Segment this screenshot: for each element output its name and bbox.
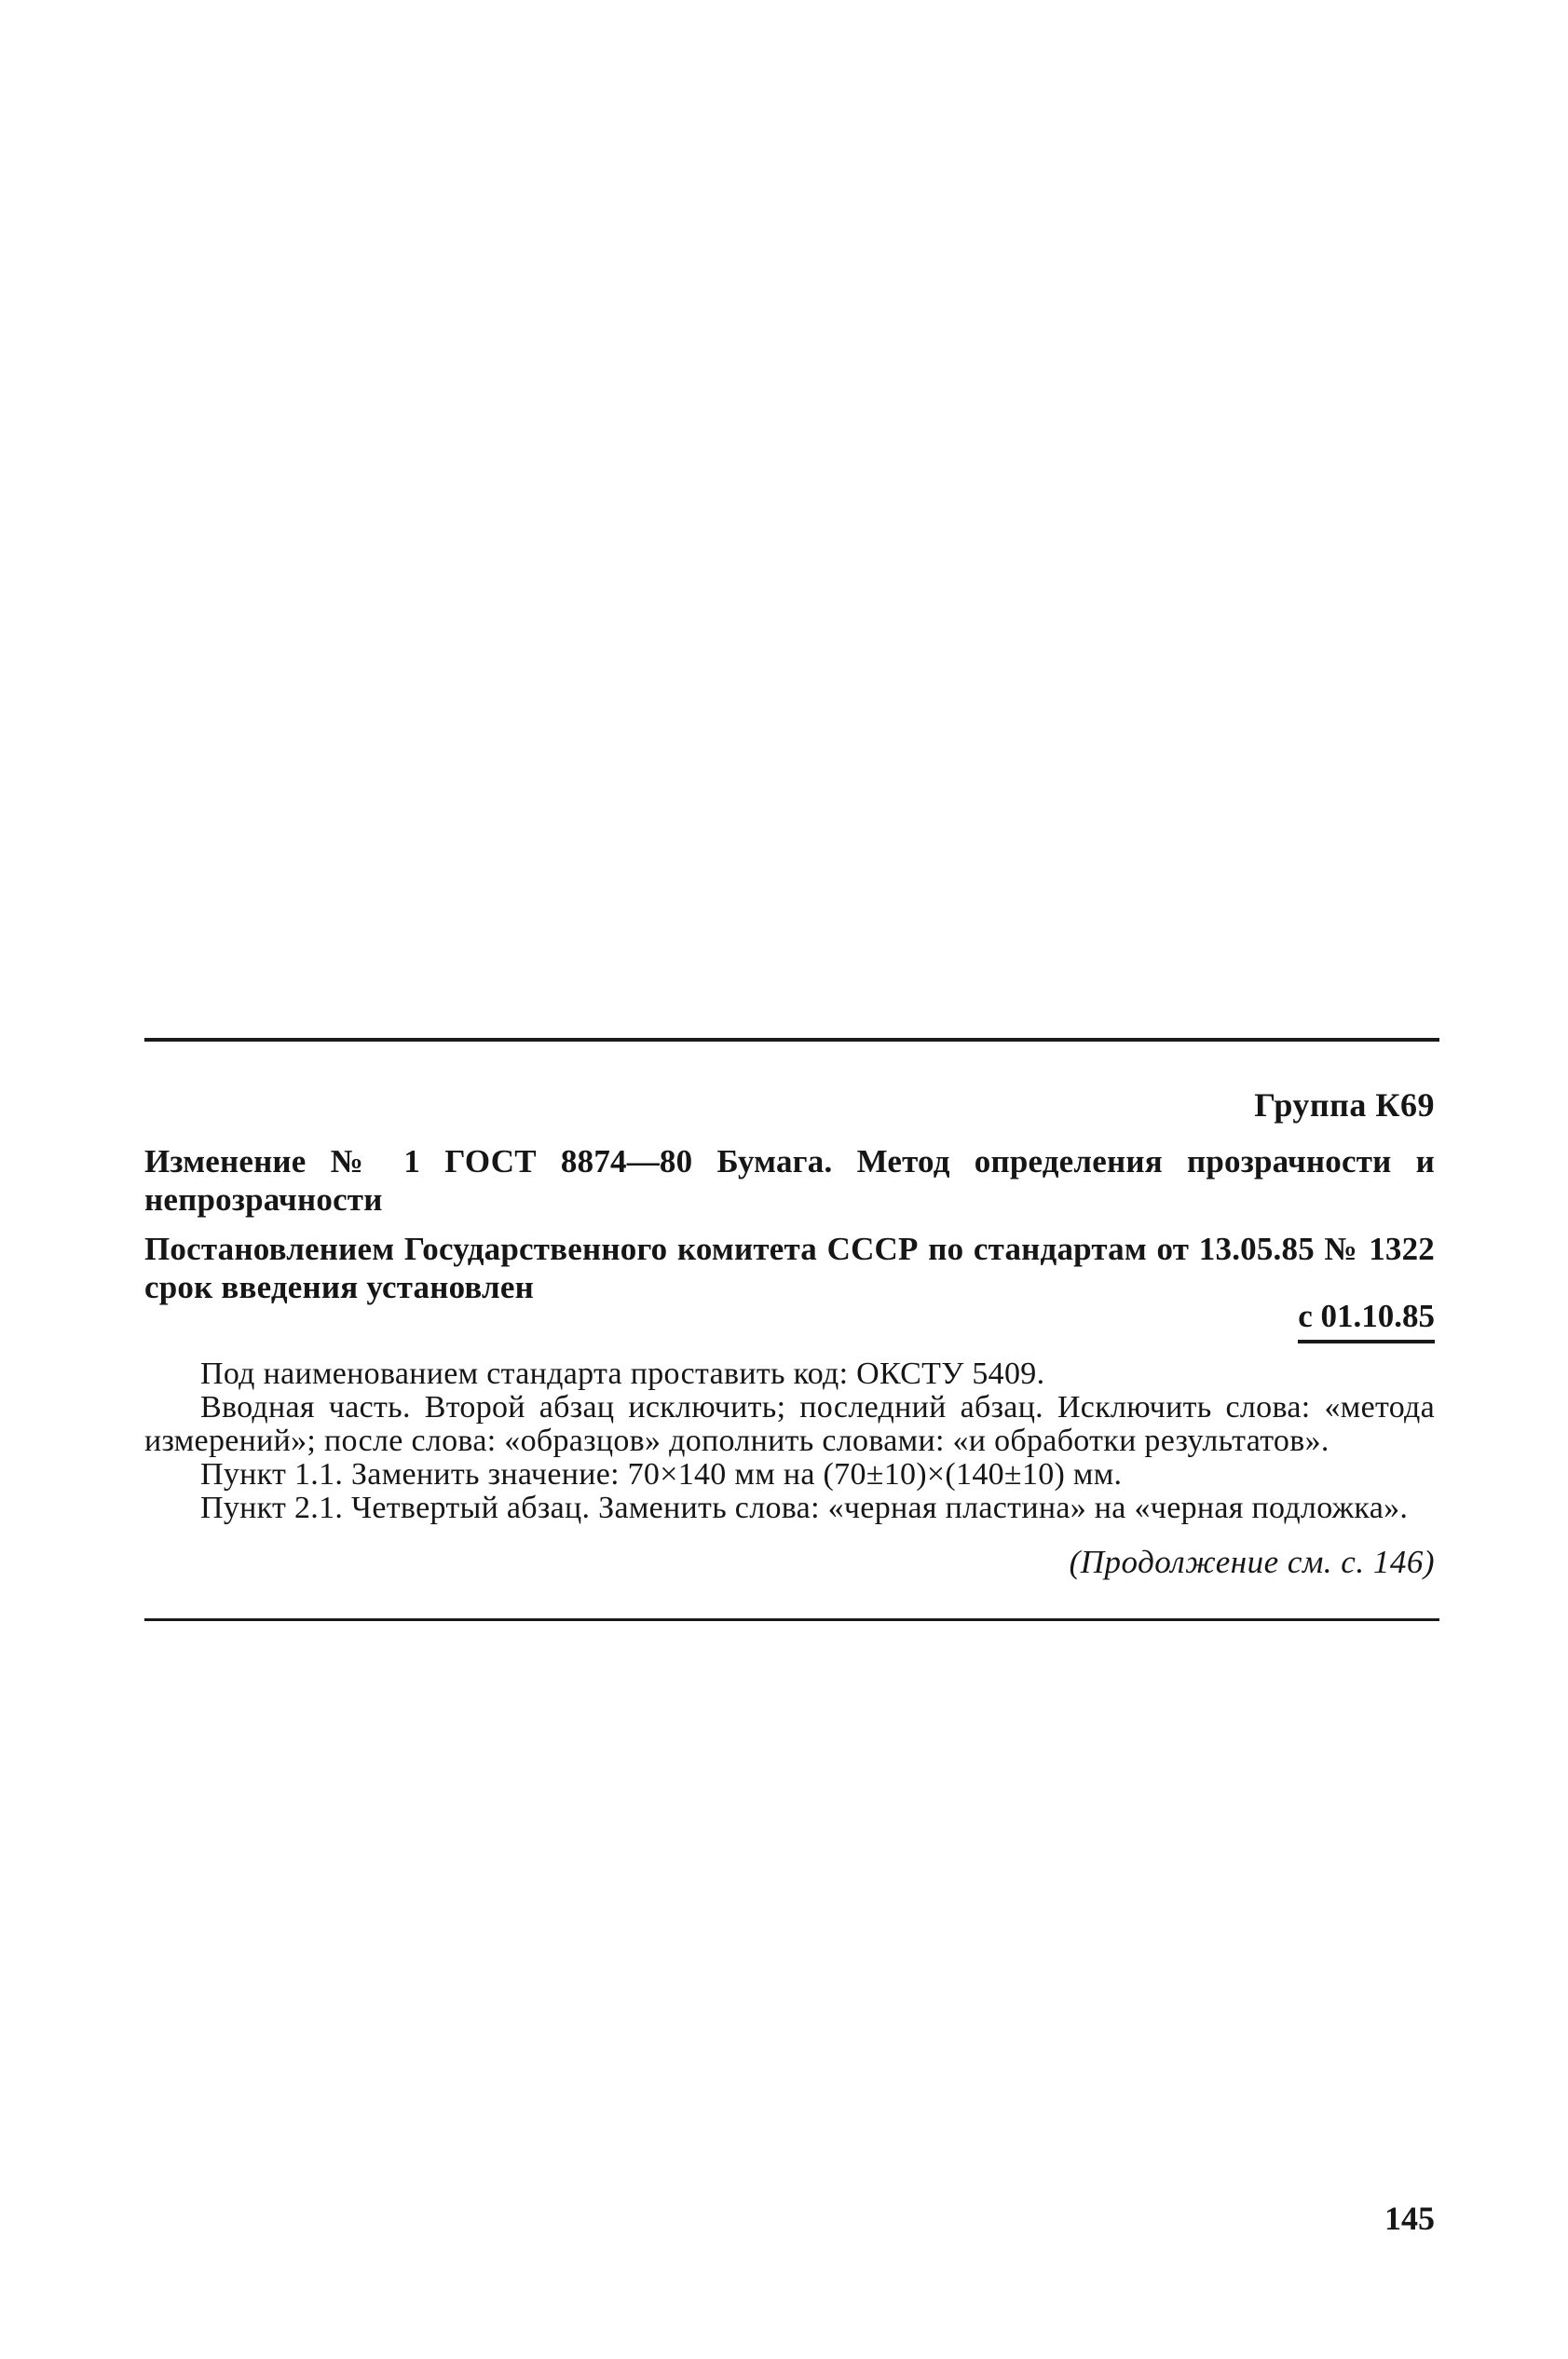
paragraph-intro: Вводная часть. Второй абзац исключить; последний абзац. Исключить слова: «метода измерений»; после слова: «образцов» дополнить словами: «и обработки результатов». [144, 1390, 1435, 1458]
group-code: Группа К69 [1254, 1086, 1435, 1124]
paragraph-code: Под наименованием стандарта проставить код: ОКСТУ 5409. [200, 1357, 1045, 1391]
paragraph-clause-2-1: Пункт 2.1. Четвертый абзац. Заменить слова: «черная пластина» на «черная подложка». [200, 1491, 1409, 1525]
page-number: 145 [1384, 2200, 1435, 2237]
top-rule [144, 1038, 1439, 1042]
effective-date: с 01.10.85 [1298, 1298, 1435, 1334]
resolution-text: Постановлением Государственного комитета СССР по стандартам от 13.05.85 № 1322 срок введения установлен [144, 1231, 1435, 1305]
paragraph-clause-1-1: Пункт 1.1. Заменить значение: 70×140 мм на (70±10)×(140±10) мм. [200, 1457, 1123, 1492]
amendment-title: Изменение № 1 ГОСТ 8874—80 Бумага. Метод определения прозрачности и непрозрачности [144, 1143, 1435, 1218]
continued-note: (Продолжение см. с. 146) [1069, 1544, 1435, 1580]
amendment-body [144, 1357, 1435, 1525]
bottom-rule [144, 1618, 1439, 1621]
date-underline [1298, 1340, 1435, 1343]
effective-date-block [1298, 1298, 1435, 1343]
